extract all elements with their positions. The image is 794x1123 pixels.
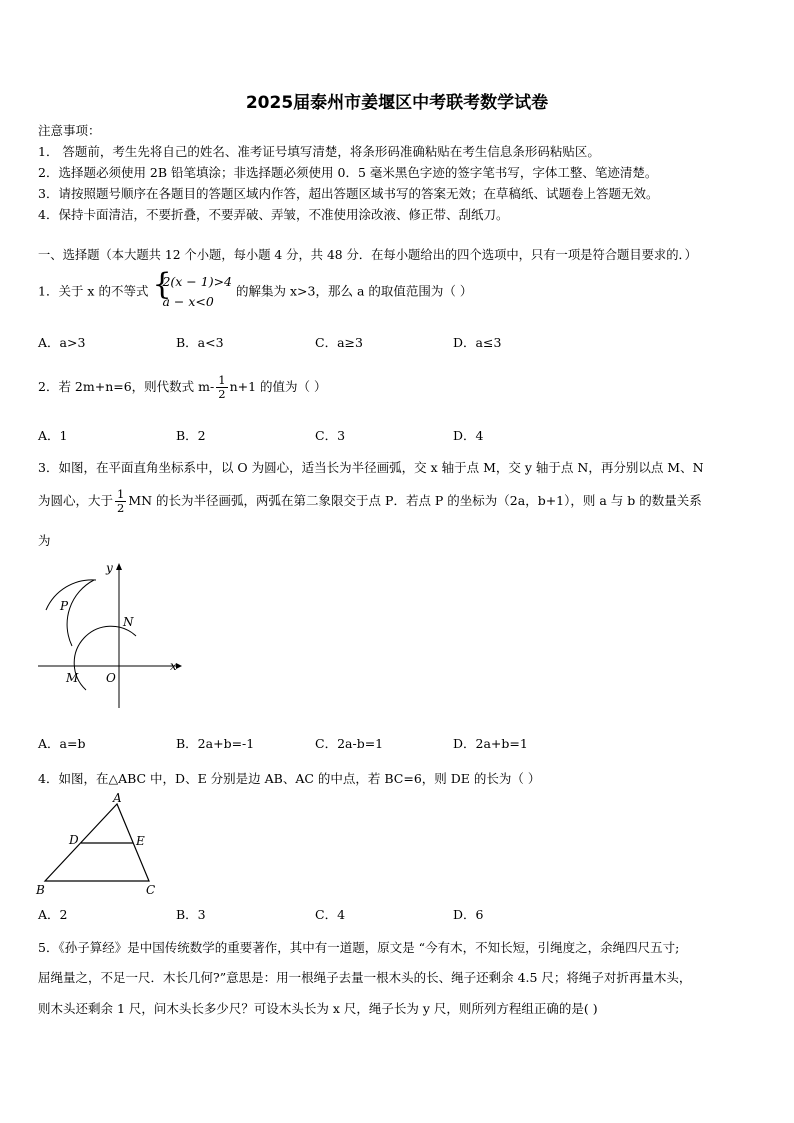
q2-option-d: D．4 [453,428,484,443]
question-4: 4．如图，在△ABC 中，D、E 分别是边 AB、AC 的中点，若 BC=6，则 DE 的长为（ ） [38,771,541,786]
label-m: M [66,671,79,685]
q3-option-d: D．2a+b=1 [453,736,528,751]
q3-option-a: A．a=b [38,736,86,751]
q4-option-d: D．6 [453,907,484,922]
q1-option-d: D．a≤3 [453,335,502,350]
x-axis-arrow-icon [176,663,182,669]
q1-option-b: B．a<3 [176,335,224,350]
question-5-line-2: 屈绳量之，不足一尺．木长几何?”意思是：用一根绳子去量一根木头的长、绳子还剩余 4.5 尺；将绳子对折再量木头， [38,970,692,985]
brace-icon: { [152,267,172,302]
notice-item-1: 1． 答题前，考生先将自己的姓名、准考证号填写清楚，将条形码准确粘贴在考生信息条形码粘贴区。 [38,144,600,159]
notice-item-3: 3．请按照题号顺序在各题目的答题区域内作答，超出答题区域书写的答案无效；在草稿纸、试题卷上答题无效。 [38,186,659,201]
label-b: B [36,883,45,897]
question-5-line-3: 则木头还剩余 1 尺，问木头长多少尺？可设木头长为 x 尺，绳子长为 y 尺，则所列方程组正确的是( ) [38,1001,598,1016]
question-3-line-1: 3．如图，在平面直角坐标系中，以 O 为圆心，适当长为半径画弧，交 x 轴于点 M，交 y 轴于点 N，再分别以点 M、N [38,460,704,475]
q4-option-a: A．2 [38,907,68,922]
label-y: y [106,561,113,575]
q1-option-a: A．a>3 [38,335,86,350]
q2-option-b: B．2 [176,428,206,443]
label-o: O [106,671,116,685]
question-5-line-1: 5．《孙子算经》是中国传统数学的重要著作，其中有一道题，原文是 “今有木，不知长短，引绳度之，余绳四尺五寸; [38,940,680,955]
notice-item-4: 4．保持卡面清洁，不要折叠，不要弄破、弄皱，不准使用涂改液、修正带、刮纸刀。 [38,207,509,222]
q4-triangle-figure [34,791,164,897]
label-e: E [136,834,145,848]
q3-option-c: C．2a-b=1 [315,736,384,751]
q1-inequality-2: a − x<0 [162,294,214,309]
label-x: x [170,659,177,673]
q1-prefix: 1．关于 x 的不等式 [38,283,149,299]
q1-option-c: C．a≥3 [315,335,363,350]
label-d: D [69,833,79,847]
label-n: N [123,615,134,629]
question-1 [38,267,473,312]
q2-suffix: n+1 的值为（ ） [229,379,327,394]
arc-m [67,580,94,646]
q2-option-c: C．3 [315,428,346,443]
q3-option-b: B．2a+b=-1 [176,736,255,751]
notice-item-2: 2．选择题必须使用 2B 铅笔填涂；非选择题必须使用 0．5 毫米黑色字迹的签字笔书写，字体工整、笔迹清楚。 [38,165,658,180]
q4-option-c: C．4 [315,907,346,922]
notice-heading: 注意事项： [38,123,101,138]
q2-option-a: A．1 [38,428,68,443]
q3-fraction: $\frac{1}{2}$ [117,487,125,515]
q1-suffix: 的解集为 x>3，那么 a 的取值范围为（ ） [236,283,473,299]
q2-fraction: $\frac{1}{2}$ [218,373,226,401]
y-axis-arrow-icon [116,563,122,570]
q3-coordinate-figure [30,558,190,718]
q1-inequality-system [152,267,233,312]
label-p: P [60,599,69,613]
q1-inequality-1: 2(x − 1)>4 [162,274,233,289]
q4-option-b: B．3 [176,907,206,922]
question-3-line-2: 为圆心，大于 $\frac{1}{2}$ MN 的长为半径画弧，两弧在第二象限交于点 P．若点 P 的坐标为（2a，b+1），则 a 与 b 的数量关系 [38,487,702,515]
page-title: 2025届泰州市姜堰区中考联考数学试卷 [245,93,549,113]
q2-prefix: 2．若 2m+n=6，则代数式 m- [38,379,215,394]
section-heading: 一、选择题（本大题共 12 个小题，每小题 4 分，共 48 分．在每小题给出的四个选项中，只有一项是符合题目要求的．） [38,248,697,262]
label-a: A [113,791,122,805]
question-3-line-3: 为 [38,533,51,548]
label-c: C [146,883,156,897]
question-2 [38,370,327,404]
